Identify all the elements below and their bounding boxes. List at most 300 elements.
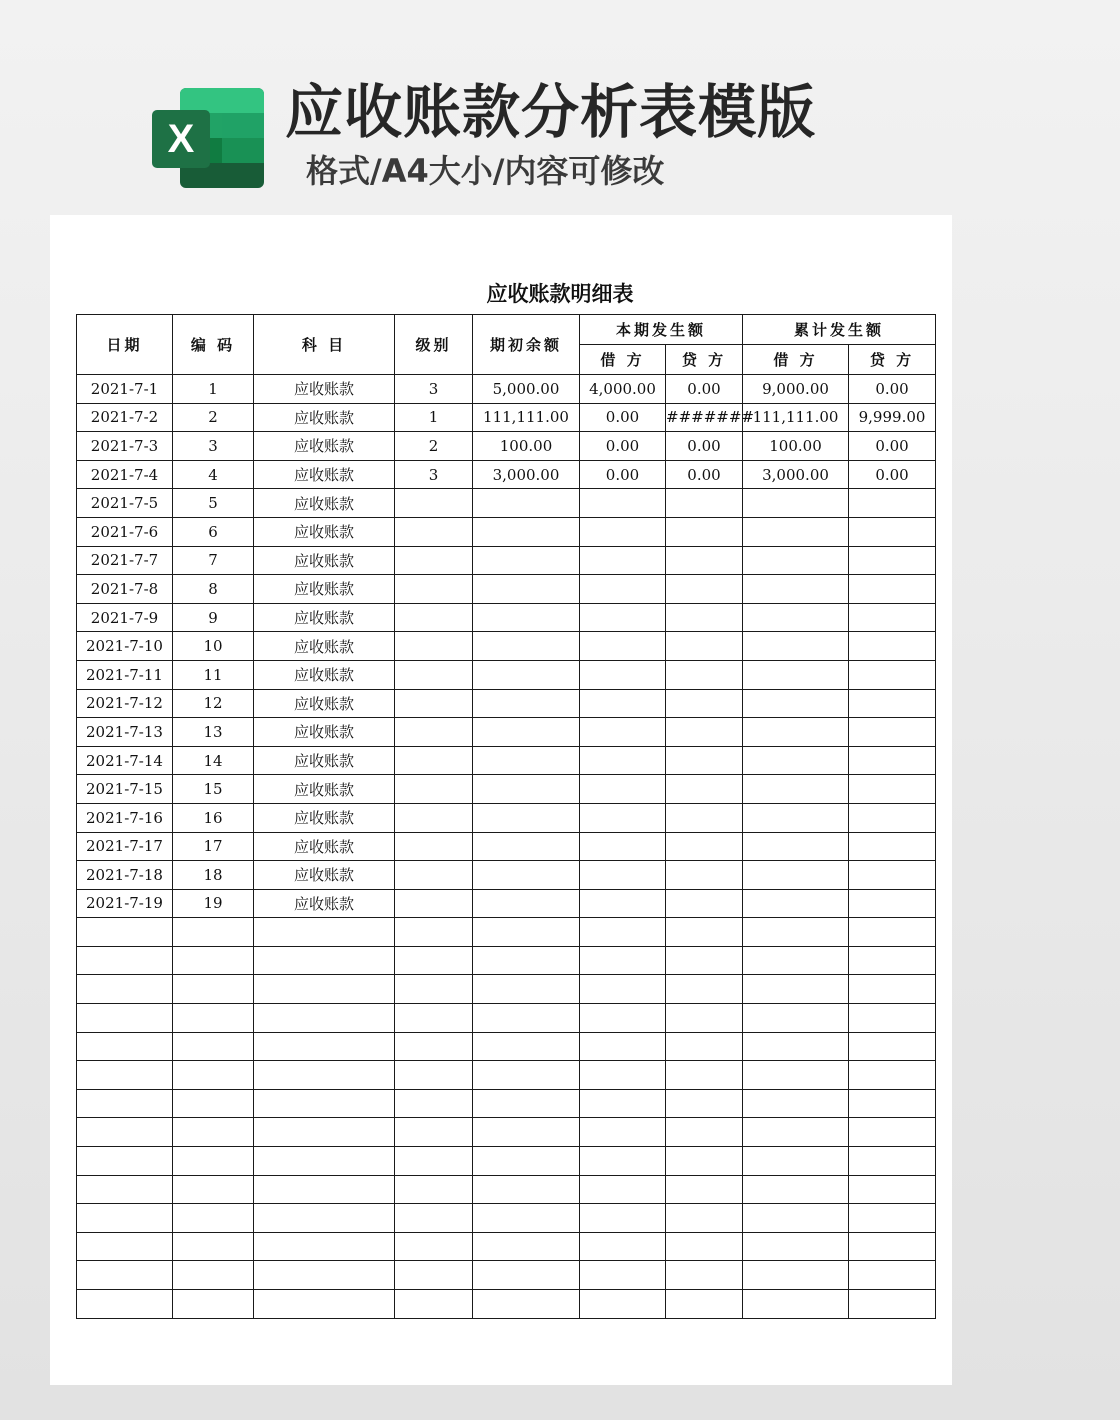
cell-cumulative-credit[interactable] (849, 1261, 936, 1290)
cell-cumulative-debit[interactable] (743, 689, 849, 718)
cell-opening-balance[interactable]: 111,111.00 (473, 403, 580, 432)
cell-date[interactable]: 2021-7-3 (77, 432, 173, 461)
cell-opening-balance[interactable] (473, 946, 580, 975)
cell-cumulative-credit[interactable] (849, 1089, 936, 1118)
cell-opening-balance[interactable] (473, 1089, 580, 1118)
cell-opening-balance[interactable] (473, 689, 580, 718)
cell-date[interactable] (77, 1261, 173, 1290)
cell-opening-balance[interactable] (473, 918, 580, 947)
cell-current-debit[interactable] (580, 1089, 666, 1118)
cell-opening-balance[interactable]: 5,000.00 (473, 375, 580, 404)
cell-opening-balance[interactable] (473, 889, 580, 918)
cell-level[interactable] (395, 746, 473, 775)
cell-cumulative-debit[interactable] (743, 1261, 849, 1290)
cell-date[interactable]: 2021-7-5 (77, 489, 173, 518)
cell-current-debit[interactable] (580, 603, 666, 632)
cell-level[interactable] (395, 660, 473, 689)
cell-level[interactable] (395, 803, 473, 832)
cell-current-credit[interactable]: ####### (666, 403, 743, 432)
cell-code[interactable]: 16 (173, 803, 254, 832)
cell-cumulative-credit[interactable] (849, 1147, 936, 1176)
cell-date[interactable] (77, 1290, 173, 1319)
cell-subject[interactable]: 应收账款 (254, 660, 395, 689)
cell-current-debit[interactable] (580, 489, 666, 518)
cell-opening-balance[interactable] (473, 546, 580, 575)
cell-opening-balance[interactable] (473, 575, 580, 604)
cell-level[interactable] (395, 918, 473, 947)
cell-date[interactable]: 2021-7-15 (77, 775, 173, 804)
cell-subject[interactable]: 应收账款 (254, 375, 395, 404)
cell-subject[interactable] (254, 946, 395, 975)
cell-opening-balance[interactable] (473, 603, 580, 632)
cell-date[interactable] (77, 1089, 173, 1118)
cell-current-credit[interactable] (666, 1147, 743, 1176)
cell-subject[interactable]: 应收账款 (254, 832, 395, 861)
cell-code[interactable] (173, 1147, 254, 1176)
cell-cumulative-debit[interactable] (743, 575, 849, 604)
cell-code[interactable]: 13 (173, 718, 254, 747)
cell-current-debit[interactable] (580, 946, 666, 975)
cell-opening-balance[interactable] (473, 489, 580, 518)
cell-cumulative-credit[interactable] (849, 632, 936, 661)
cell-current-credit[interactable] (666, 746, 743, 775)
cell-code[interactable]: 14 (173, 746, 254, 775)
cell-date[interactable]: 2021-7-11 (77, 660, 173, 689)
cell-level[interactable] (395, 975, 473, 1004)
cell-date[interactable]: 2021-7-4 (77, 460, 173, 489)
cell-date[interactable] (77, 946, 173, 975)
cell-cumulative-credit[interactable]: 0.00 (849, 460, 936, 489)
cell-current-debit[interactable] (580, 832, 666, 861)
cell-date[interactable] (77, 1032, 173, 1061)
cell-opening-balance[interactable] (473, 1004, 580, 1033)
cell-subject[interactable] (254, 1061, 395, 1090)
cell-opening-balance[interactable] (473, 517, 580, 546)
cell-opening-balance[interactable] (473, 632, 580, 661)
cell-cumulative-debit[interactable] (743, 1061, 849, 1090)
cell-cumulative-debit[interactable] (743, 746, 849, 775)
cell-opening-balance[interactable]: 3,000.00 (473, 460, 580, 489)
cell-code[interactable]: 7 (173, 546, 254, 575)
cell-level[interactable]: 3 (395, 460, 473, 489)
cell-code[interactable] (173, 1290, 254, 1319)
cell-cumulative-debit[interactable] (743, 632, 849, 661)
cell-current-credit[interactable] (666, 832, 743, 861)
cell-date[interactable]: 2021-7-7 (77, 546, 173, 575)
cell-subject[interactable] (254, 1290, 395, 1319)
cell-current-credit[interactable] (666, 975, 743, 1004)
cell-current-credit[interactable] (666, 1089, 743, 1118)
cell-current-credit[interactable] (666, 1261, 743, 1290)
cell-subject[interactable]: 应收账款 (254, 632, 395, 661)
cell-cumulative-debit[interactable]: 9,000.00 (743, 375, 849, 404)
cell-cumulative-credit[interactable] (849, 889, 936, 918)
cell-code[interactable]: 5 (173, 489, 254, 518)
cell-current-credit[interactable] (666, 1061, 743, 1090)
cell-code[interactable] (173, 946, 254, 975)
cell-date[interactable]: 2021-7-1 (77, 375, 173, 404)
cell-opening-balance[interactable] (473, 746, 580, 775)
cell-current-debit[interactable] (580, 689, 666, 718)
cell-level[interactable] (395, 718, 473, 747)
cell-current-debit[interactable]: 0.00 (580, 432, 666, 461)
cell-current-debit[interactable] (580, 1147, 666, 1176)
cell-code[interactable]: 17 (173, 832, 254, 861)
cell-level[interactable]: 1 (395, 403, 473, 432)
cell-date[interactable] (77, 1147, 173, 1176)
cell-cumulative-debit[interactable] (743, 803, 849, 832)
cell-subject[interactable]: 应收账款 (254, 775, 395, 804)
cell-current-credit[interactable] (666, 775, 743, 804)
cell-opening-balance[interactable] (473, 1204, 580, 1233)
cell-cumulative-credit[interactable] (849, 546, 936, 575)
cell-current-credit[interactable] (666, 1118, 743, 1147)
cell-cumulative-debit[interactable] (743, 918, 849, 947)
cell-opening-balance[interactable] (473, 1232, 580, 1261)
cell-cumulative-credit[interactable] (849, 975, 936, 1004)
cell-current-credit[interactable] (666, 946, 743, 975)
cell-code[interactable]: 6 (173, 517, 254, 546)
cell-opening-balance[interactable] (473, 1147, 580, 1176)
cell-date[interactable] (77, 918, 173, 947)
cell-level[interactable] (395, 1290, 473, 1319)
cell-subject[interactable]: 应收账款 (254, 803, 395, 832)
cell-date[interactable] (77, 1204, 173, 1233)
cell-date[interactable]: 2021-7-9 (77, 603, 173, 632)
cell-opening-balance[interactable] (473, 1061, 580, 1090)
cell-cumulative-credit[interactable] (849, 1004, 936, 1033)
cell-current-debit[interactable]: 4,000.00 (580, 375, 666, 404)
cell-code[interactable]: 1 (173, 375, 254, 404)
cell-level[interactable] (395, 603, 473, 632)
cell-code[interactable]: 18 (173, 861, 254, 890)
cell-current-debit[interactable] (580, 1204, 666, 1233)
cell-cumulative-credit[interactable] (849, 918, 936, 947)
cell-cumulative-credit[interactable] (849, 1061, 936, 1090)
cell-level[interactable] (395, 1175, 473, 1204)
cell-cumulative-debit[interactable] (743, 889, 849, 918)
cell-current-credit[interactable] (666, 1004, 743, 1033)
cell-current-debit[interactable] (580, 546, 666, 575)
cell-current-debit[interactable] (580, 1004, 666, 1033)
cell-current-credit[interactable] (666, 1290, 743, 1319)
cell-subject[interactable]: 应收账款 (254, 575, 395, 604)
cell-level[interactable] (395, 775, 473, 804)
cell-opening-balance[interactable] (473, 1032, 580, 1061)
cell-subject[interactable]: 应收账款 (254, 718, 395, 747)
cell-cumulative-credit[interactable] (849, 1290, 936, 1319)
cell-cumulative-debit[interactable] (743, 1232, 849, 1261)
cell-cumulative-credit[interactable] (849, 1204, 936, 1233)
cell-code[interactable] (173, 1232, 254, 1261)
cell-level[interactable] (395, 517, 473, 546)
cell-code[interactable] (173, 1061, 254, 1090)
cell-cumulative-debit[interactable] (743, 603, 849, 632)
cell-code[interactable] (173, 1175, 254, 1204)
cell-cumulative-credit[interactable] (849, 946, 936, 975)
cell-level[interactable] (395, 689, 473, 718)
cell-code[interactable] (173, 1004, 254, 1033)
cell-opening-balance[interactable] (473, 975, 580, 1004)
cell-current-debit[interactable] (580, 632, 666, 661)
cell-cumulative-debit[interactable]: 100.00 (743, 432, 849, 461)
cell-opening-balance[interactable]: 100.00 (473, 432, 580, 461)
cell-date[interactable]: 2021-7-12 (77, 689, 173, 718)
cell-cumulative-debit[interactable] (743, 975, 849, 1004)
cell-cumulative-debit[interactable] (743, 1204, 849, 1233)
cell-opening-balance[interactable] (473, 718, 580, 747)
cell-cumulative-credit[interactable] (849, 489, 936, 518)
cell-subject[interactable] (254, 1204, 395, 1233)
cell-code[interactable]: 9 (173, 603, 254, 632)
cell-code[interactable] (173, 1032, 254, 1061)
cell-level[interactable] (395, 575, 473, 604)
cell-cumulative-credit[interactable] (849, 775, 936, 804)
cell-level[interactable]: 3 (395, 375, 473, 404)
cell-current-credit[interactable] (666, 1032, 743, 1061)
cell-current-debit[interactable] (580, 517, 666, 546)
cell-cumulative-credit[interactable] (849, 718, 936, 747)
cell-date[interactable]: 2021-7-6 (77, 517, 173, 546)
cell-current-credit[interactable] (666, 718, 743, 747)
cell-current-debit[interactable] (580, 861, 666, 890)
cell-current-debit[interactable] (580, 1290, 666, 1319)
cell-level[interactable] (395, 889, 473, 918)
cell-subject[interactable] (254, 1175, 395, 1204)
cell-subject[interactable]: 应收账款 (254, 489, 395, 518)
cell-date[interactable]: 2021-7-17 (77, 832, 173, 861)
cell-cumulative-credit[interactable] (849, 803, 936, 832)
cell-cumulative-credit[interactable] (849, 689, 936, 718)
cell-code[interactable] (173, 975, 254, 1004)
cell-code[interactable] (173, 1261, 254, 1290)
cell-opening-balance[interactable] (473, 1290, 580, 1319)
cell-subject[interactable]: 应收账款 (254, 603, 395, 632)
cell-current-credit[interactable]: 0.00 (666, 460, 743, 489)
cell-date[interactable] (77, 1061, 173, 1090)
cell-date[interactable] (77, 975, 173, 1004)
cell-date[interactable]: 2021-7-14 (77, 746, 173, 775)
cell-subject[interactable]: 应收账款 (254, 889, 395, 918)
cell-cumulative-debit[interactable]: 3,000.00 (743, 460, 849, 489)
table-row (77, 1118, 936, 1147)
cell-cumulative-debit[interactable] (743, 1118, 849, 1147)
cell-code[interactable] (173, 918, 254, 947)
cell-current-debit[interactable]: 0.00 (580, 460, 666, 489)
cell-cumulative-debit[interactable] (743, 660, 849, 689)
cell-code[interactable] (173, 1204, 254, 1233)
cell-current-debit[interactable] (580, 1032, 666, 1061)
cell-current-credit[interactable] (666, 889, 743, 918)
cell-cumulative-credit[interactable]: 0.00 (849, 432, 936, 461)
cell-subject[interactable]: 应收账款 (254, 403, 395, 432)
cell-subject[interactable]: 应收账款 (254, 432, 395, 461)
cell-current-credit[interactable]: 0.00 (666, 375, 743, 404)
cell-current-credit[interactable] (666, 489, 743, 518)
cell-level[interactable] (395, 861, 473, 890)
cell-subject[interactable] (254, 1089, 395, 1118)
cell-subject[interactable] (254, 1261, 395, 1290)
cell-date[interactable] (77, 1175, 173, 1204)
cell-cumulative-credit[interactable] (849, 575, 936, 604)
cell-cumulative-debit[interactable] (743, 546, 849, 575)
cell-date[interactable]: 2021-7-18 (77, 861, 173, 890)
cell-current-credit[interactable] (666, 689, 743, 718)
cell-current-credit[interactable] (666, 1204, 743, 1233)
cell-cumulative-debit[interactable] (743, 1175, 849, 1204)
cell-current-credit[interactable] (666, 632, 743, 661)
cell-cumulative-debit[interactable] (743, 718, 849, 747)
cell-current-debit[interactable] (580, 1118, 666, 1147)
cell-cumulative-debit[interactable] (743, 1290, 849, 1319)
table-row (77, 1061, 936, 1090)
cell-subject[interactable]: 应收账款 (254, 746, 395, 775)
cell-current-credit[interactable] (666, 603, 743, 632)
cell-date[interactable] (77, 1118, 173, 1147)
cell-level[interactable] (395, 1089, 473, 1118)
cell-current-debit[interactable] (580, 975, 666, 1004)
cell-current-credit[interactable] (666, 546, 743, 575)
cell-code[interactable]: 2 (173, 403, 254, 432)
cell-current-credit[interactable] (666, 575, 743, 604)
cell-opening-balance[interactable] (473, 803, 580, 832)
cell-current-debit[interactable]: 0.00 (580, 403, 666, 432)
cell-cumulative-credit[interactable] (849, 660, 936, 689)
cell-level[interactable] (395, 1204, 473, 1233)
cell-date[interactable] (77, 1004, 173, 1033)
cell-current-credit[interactable] (666, 803, 743, 832)
cell-current-credit[interactable] (666, 660, 743, 689)
cell-level[interactable] (395, 1118, 473, 1147)
cell-cumulative-debit[interactable]: 111,111.00 (743, 403, 849, 432)
cell-subject[interactable] (254, 1147, 395, 1176)
cell-level[interactable] (395, 946, 473, 975)
cell-cumulative-debit[interactable] (743, 861, 849, 890)
cell-cumulative-debit[interactable] (743, 1032, 849, 1061)
cell-current-credit[interactable] (666, 1232, 743, 1261)
cell-subject[interactable] (254, 1004, 395, 1033)
cell-cumulative-debit[interactable] (743, 1147, 849, 1176)
cell-cumulative-debit[interactable] (743, 775, 849, 804)
cell-code[interactable]: 10 (173, 632, 254, 661)
cell-subject[interactable] (254, 975, 395, 1004)
table-row (77, 975, 936, 1004)
cell-cumulative-credit[interactable] (849, 1175, 936, 1204)
cell-current-credit[interactable] (666, 918, 743, 947)
cell-subject[interactable] (254, 918, 395, 947)
cell-cumulative-debit[interactable] (743, 1004, 849, 1033)
cell-current-debit[interactable] (580, 660, 666, 689)
cell-cumulative-credit[interactable] (849, 746, 936, 775)
cell-code[interactable]: 3 (173, 432, 254, 461)
cell-level[interactable]: 2 (395, 432, 473, 461)
cell-opening-balance[interactable] (473, 1118, 580, 1147)
cell-current-debit[interactable] (580, 1261, 666, 1290)
cell-current-debit[interactable] (580, 575, 666, 604)
cell-cumulative-credit[interactable] (849, 1118, 936, 1147)
cell-subject[interactable]: 应收账款 (254, 460, 395, 489)
cell-date[interactable]: 2021-7-8 (77, 575, 173, 604)
cell-opening-balance[interactable] (473, 1261, 580, 1290)
cell-cumulative-credit[interactable] (849, 1232, 936, 1261)
cell-current-debit[interactable] (580, 889, 666, 918)
cell-subject[interactable]: 应收账款 (254, 689, 395, 718)
cell-level[interactable] (395, 546, 473, 575)
cell-code[interactable]: 11 (173, 660, 254, 689)
cell-level[interactable] (395, 1032, 473, 1061)
cell-cumulative-credit[interactable] (849, 603, 936, 632)
cell-cumulative-credit[interactable] (849, 1032, 936, 1061)
cell-opening-balance[interactable] (473, 660, 580, 689)
cell-date[interactable]: 2021-7-10 (77, 632, 173, 661)
cell-cumulative-debit[interactable] (743, 946, 849, 975)
cell-cumulative-debit[interactable] (743, 1089, 849, 1118)
cell-date[interactable] (77, 1232, 173, 1261)
cell-code[interactable]: 4 (173, 460, 254, 489)
cell-code[interactable] (173, 1118, 254, 1147)
cell-opening-balance[interactable] (473, 861, 580, 890)
cell-current-debit[interactable] (580, 1175, 666, 1204)
cell-cumulative-credit[interactable]: 9,999.00 (849, 403, 936, 432)
cell-level[interactable] (395, 1061, 473, 1090)
cell-cumulative-credit[interactable] (849, 832, 936, 861)
cell-opening-balance[interactable] (473, 1175, 580, 1204)
cell-current-debit[interactable] (580, 718, 666, 747)
cell-code[interactable] (173, 1089, 254, 1118)
cell-code[interactable]: 19 (173, 889, 254, 918)
cell-cumulative-credit[interactable]: 0.00 (849, 375, 936, 404)
cell-date[interactable]: 2021-7-19 (77, 889, 173, 918)
cell-subject[interactable] (254, 1032, 395, 1061)
cell-cumulative-credit[interactable] (849, 861, 936, 890)
cell-date[interactable]: 2021-7-16 (77, 803, 173, 832)
cell-current-debit[interactable] (580, 1232, 666, 1261)
cell-subject[interactable]: 应收账款 (254, 861, 395, 890)
cell-cumulative-credit[interactable] (849, 517, 936, 546)
cell-level[interactable] (395, 1261, 473, 1290)
cell-subject[interactable]: 应收账款 (254, 517, 395, 546)
cell-code[interactable]: 12 (173, 689, 254, 718)
cell-level[interactable] (395, 1147, 473, 1176)
cell-level[interactable] (395, 1004, 473, 1033)
cell-cumulative-debit[interactable] (743, 832, 849, 861)
cell-opening-balance[interactable] (473, 775, 580, 804)
cell-date[interactable]: 2021-7-2 (77, 403, 173, 432)
cell-current-debit[interactable] (580, 1061, 666, 1090)
cell-current-debit[interactable] (580, 918, 666, 947)
cell-current-credit[interactable] (666, 1175, 743, 1204)
cell-level[interactable] (395, 632, 473, 661)
cell-current-debit[interactable] (580, 803, 666, 832)
cell-subject[interactable]: 应收账款 (254, 546, 395, 575)
cell-current-credit[interactable] (666, 861, 743, 890)
cell-current-debit[interactable] (580, 775, 666, 804)
cell-level[interactable] (395, 489, 473, 518)
cell-opening-balance[interactable] (473, 832, 580, 861)
cell-current-debit[interactable] (580, 746, 666, 775)
cell-code[interactable]: 8 (173, 575, 254, 604)
cell-level[interactable] (395, 832, 473, 861)
cell-current-credit[interactable] (666, 517, 743, 546)
cell-cumulative-debit[interactable] (743, 489, 849, 518)
cell-level[interactable] (395, 1232, 473, 1261)
cell-subject[interactable] (254, 1118, 395, 1147)
cell-current-credit[interactable]: 0.00 (666, 432, 743, 461)
cell-date[interactable]: 2021-7-13 (77, 718, 173, 747)
cell-cumulative-debit[interactable] (743, 517, 849, 546)
cell-subject[interactable] (254, 1232, 395, 1261)
cell-code[interactable]: 15 (173, 775, 254, 804)
